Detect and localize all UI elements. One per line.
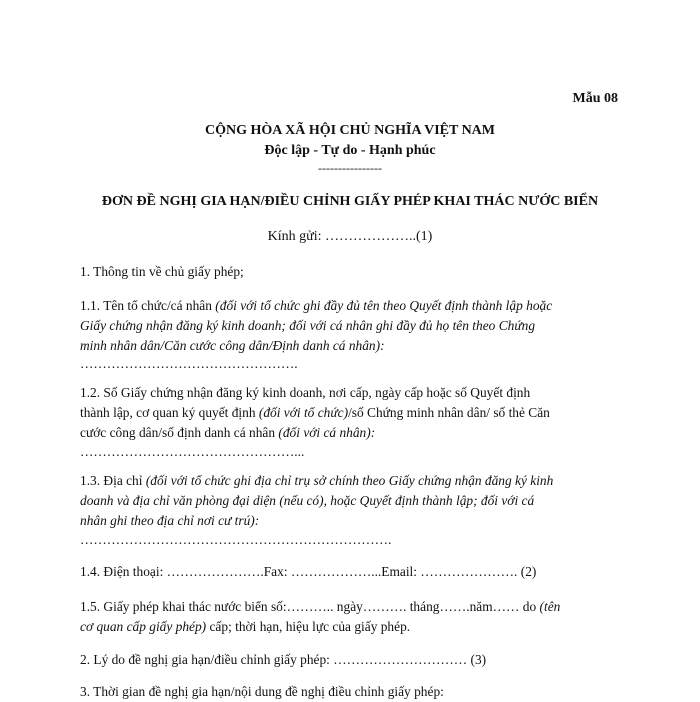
heading-rule: ---------------- (318, 161, 382, 175)
item-1-1-text: 1.1. Tên tổ chức/cá nhân (80, 298, 216, 313)
item-1-3-line-3: nhân ghi theo địa chỉ nơi cư trú): (80, 513, 260, 528)
item-1-5-note-a: (tên (539, 599, 561, 614)
item-1-5-text: 1.5. Giấy phép khai thác nước biển số:……….. ngày………. tháng…….năm…… do (80, 599, 540, 614)
item-1-1-line-2: Giấy chứng nhận đăng ký kinh doanh; đối với cá nhân ghi đầy đủ họ tên theo Chứng (80, 318, 536, 333)
section-2-line: 2. Lý do đề nghị gia hạn/điều chỉnh giấy phép: ………………………… (3) (80, 652, 487, 667)
item-1-1-line-3: minh nhân dân/Căn cước công dân/Định danh cá nhân): (80, 338, 385, 353)
document-title: ĐƠN ĐỀ NGHỊ GIA HẠN/ĐIỀU CHỈNH GIẤY PHÉP KHAI THÁC NƯỚC BIỂN (101, 194, 599, 209)
recipient-line: Kính gửi: ………………..(1) (267, 229, 433, 244)
item-1-2-line-2 (80, 403, 640, 423)
section-3-line: 3. Thời gian đề nghị gia hạn/nội dung đề nghị điều chỉnh giấy phép: (80, 684, 444, 699)
item-1-2-line-1: 1.2. Số Giấy chứng nhận đăng ký kinh doanh, nơi cấp, ngày cấp hoặc số Quyết định (80, 385, 531, 400)
item-1-3-text: 1.3. Địa chỉ (80, 473, 146, 488)
item-1-2-text-b: /số Chứng minh nhân dân/ số thẻ Căn (348, 405, 550, 420)
item-1-5-line-1 (80, 597, 640, 617)
item-1-2-text-a: thành lập, cơ quan ký quyết định (80, 405, 259, 420)
item-1-3-note: (đối với tổ chức ghi địa chỉ trụ sở chính theo Giấy chứng nhận đăng ký kinh (145, 473, 554, 488)
nation-heading: CỘNG HÒA XÃ HỘI CHỦ NGHĨA VIỆT NAM (204, 123, 495, 138)
item-1-1-line-1 (80, 296, 640, 316)
item-1-3-line-2: doanh và địa chỉ văn phòng đại diện (nếu có), hoặc Quyết định thành lập; đối với cá (80, 493, 535, 508)
form-code: Mẫu 08 (572, 91, 618, 106)
item-1-1-note: (đối với tổ chức ghi đầy đủ tên theo Quyết định thành lập hoặc (215, 298, 553, 313)
item-1-5-line-2 (80, 617, 640, 637)
item-1-3-line-1 (80, 471, 640, 491)
item-1-5-note-b: cơ quan cấp giấy phép) (80, 619, 207, 634)
item-1-5-text-b: cấp; thời hạn, hiệu lực của giấy phép. (206, 619, 411, 634)
item-1-4-contact-line: 1.4. Điện thoại: ………………….Fax: ………………...Email: …………………. (2) (80, 564, 537, 579)
item-1-2-text-c: cước công dân/số định danh cá nhân (80, 425, 279, 440)
item-1-2-line-3 (80, 423, 640, 443)
item-1-2-fill-line: …………………………………………... (80, 444, 305, 459)
motto: Độc lập - Tự do - Hạnh phúc (264, 143, 436, 158)
item-1-1-fill-line: …………………………………………. (80, 356, 298, 371)
section-1-heading: 1. Thông tin về chủ giấy phép; (80, 264, 244, 279)
item-1-2-note-org: (đối với tổ chức) (258, 405, 349, 420)
item-1-3-fill-line: ……………………………………………………………. (80, 532, 392, 547)
item-1-2-note-person: (đối với cá nhân): (278, 425, 376, 440)
